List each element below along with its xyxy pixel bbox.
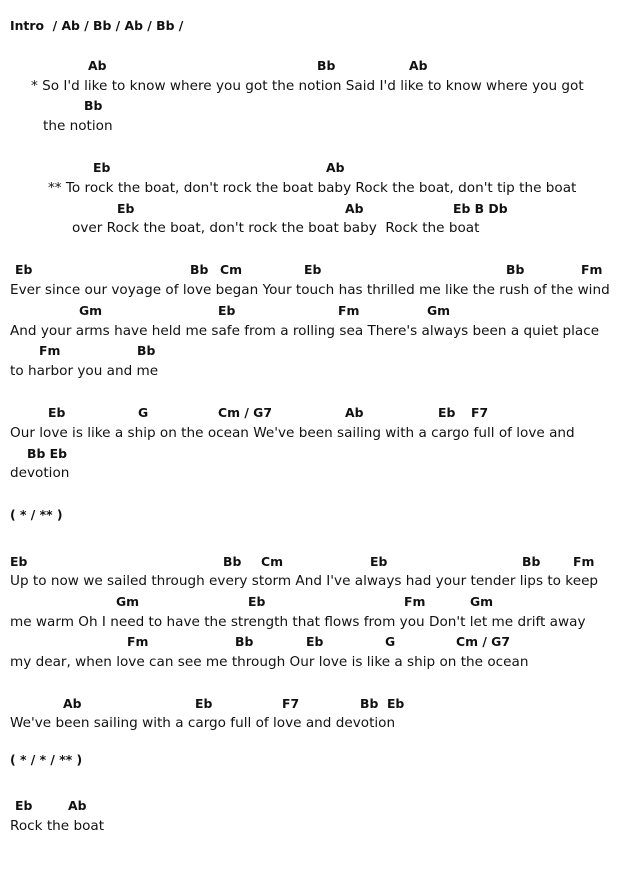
chord: Ab [345, 201, 364, 216]
chord: Fm [404, 594, 426, 609]
chord: Ab [326, 160, 345, 175]
chord: Fm [127, 634, 149, 649]
chord: Cm / G7 [218, 405, 272, 420]
lyric-line: Our love is like a ship on the ocean We've been sailing with a cargo full of love and [10, 425, 575, 441]
chord: Gm [470, 594, 494, 609]
chord: Bb [317, 58, 336, 73]
chord: Bb Eb [27, 446, 67, 461]
chord: Bb [84, 98, 103, 113]
lyric-line: over Rock the boat, don't rock the boat baby Rock the boat [72, 220, 480, 236]
lyric-line: * So I'd like to know where you got the notion Said I'd like to know where you got [31, 78, 584, 94]
chord: Ab [63, 696, 82, 711]
chord: Bb [506, 262, 525, 277]
chord: Eb [93, 160, 111, 175]
chord: Gm [116, 594, 140, 609]
chord: Ab [345, 405, 364, 420]
lyric-line: to harbor you and me [10, 363, 159, 379]
chord: Cm / G7 [456, 634, 510, 649]
chord: F7 [282, 696, 300, 711]
chord: Bb [190, 262, 209, 277]
chord: Cm [261, 554, 284, 569]
chord: Bb [235, 634, 254, 649]
lyric-line: the notion [43, 118, 113, 134]
chord: Ab [409, 58, 428, 73]
lyric-line: me warm Oh I need to have the strength that flows from you Don't let me drift away [10, 614, 586, 630]
repeat-marker: ( * / ** ) [10, 507, 63, 522]
lyric-line: devotion [10, 465, 70, 481]
chord: Eb [438, 405, 456, 420]
chord: Eb [370, 554, 388, 569]
chord: Bb [137, 343, 156, 358]
chord: Eb [48, 405, 66, 420]
chord: Eb [218, 303, 236, 318]
lyric-line: ** To rock the boat, don't rock the boat baby Rock the boat, don't tip the boat [48, 180, 577, 196]
chord: Eb [117, 201, 135, 216]
chord: Eb B Db [453, 201, 508, 216]
chord: Eb [248, 594, 266, 609]
lyric-line: And your arms have held me safe from a rolling sea There's always been a quiet place [10, 323, 600, 339]
chord: Bb [223, 554, 242, 569]
chord: Eb [15, 262, 33, 277]
chord: Fm [581, 262, 603, 277]
chord: Eb [10, 554, 28, 569]
chord: Fm [338, 303, 360, 318]
chord: Eb [304, 262, 322, 277]
repeat-marker: ( * / * / ** ) [10, 752, 83, 767]
lyric-line: my dear, when love can see me through Our love is like a ship on the ocean [10, 654, 529, 670]
chord: Ab [68, 798, 87, 813]
lyric-line: Ever since our voyage of love began Your touch has thrilled me like the rush of the wind [10, 282, 610, 298]
chord: Eb [15, 798, 33, 813]
chord: Cm [220, 262, 243, 277]
chord: Eb [195, 696, 213, 711]
lyric-line: Rock the boat [10, 818, 105, 834]
chord: Gm [427, 303, 451, 318]
lyric-line: Up to now we sailed through every storm And I've always had your tender lips to keep [10, 573, 599, 589]
chord: F7 [471, 405, 489, 420]
chord: Fm [573, 554, 595, 569]
chord: Fm [39, 343, 61, 358]
chord: Bb [522, 554, 541, 569]
chord: Eb [306, 634, 324, 649]
chord: Ab [88, 58, 107, 73]
intro-line: Intro / Ab / Bb / Ab / Bb / [10, 18, 184, 33]
chord: Gm [79, 303, 103, 318]
chord: G [385, 634, 396, 649]
lyric-line: We've been sailing with a cargo full of love and devotion [10, 715, 396, 731]
chord: Bb Eb [360, 696, 405, 711]
chord: G [138, 405, 149, 420]
